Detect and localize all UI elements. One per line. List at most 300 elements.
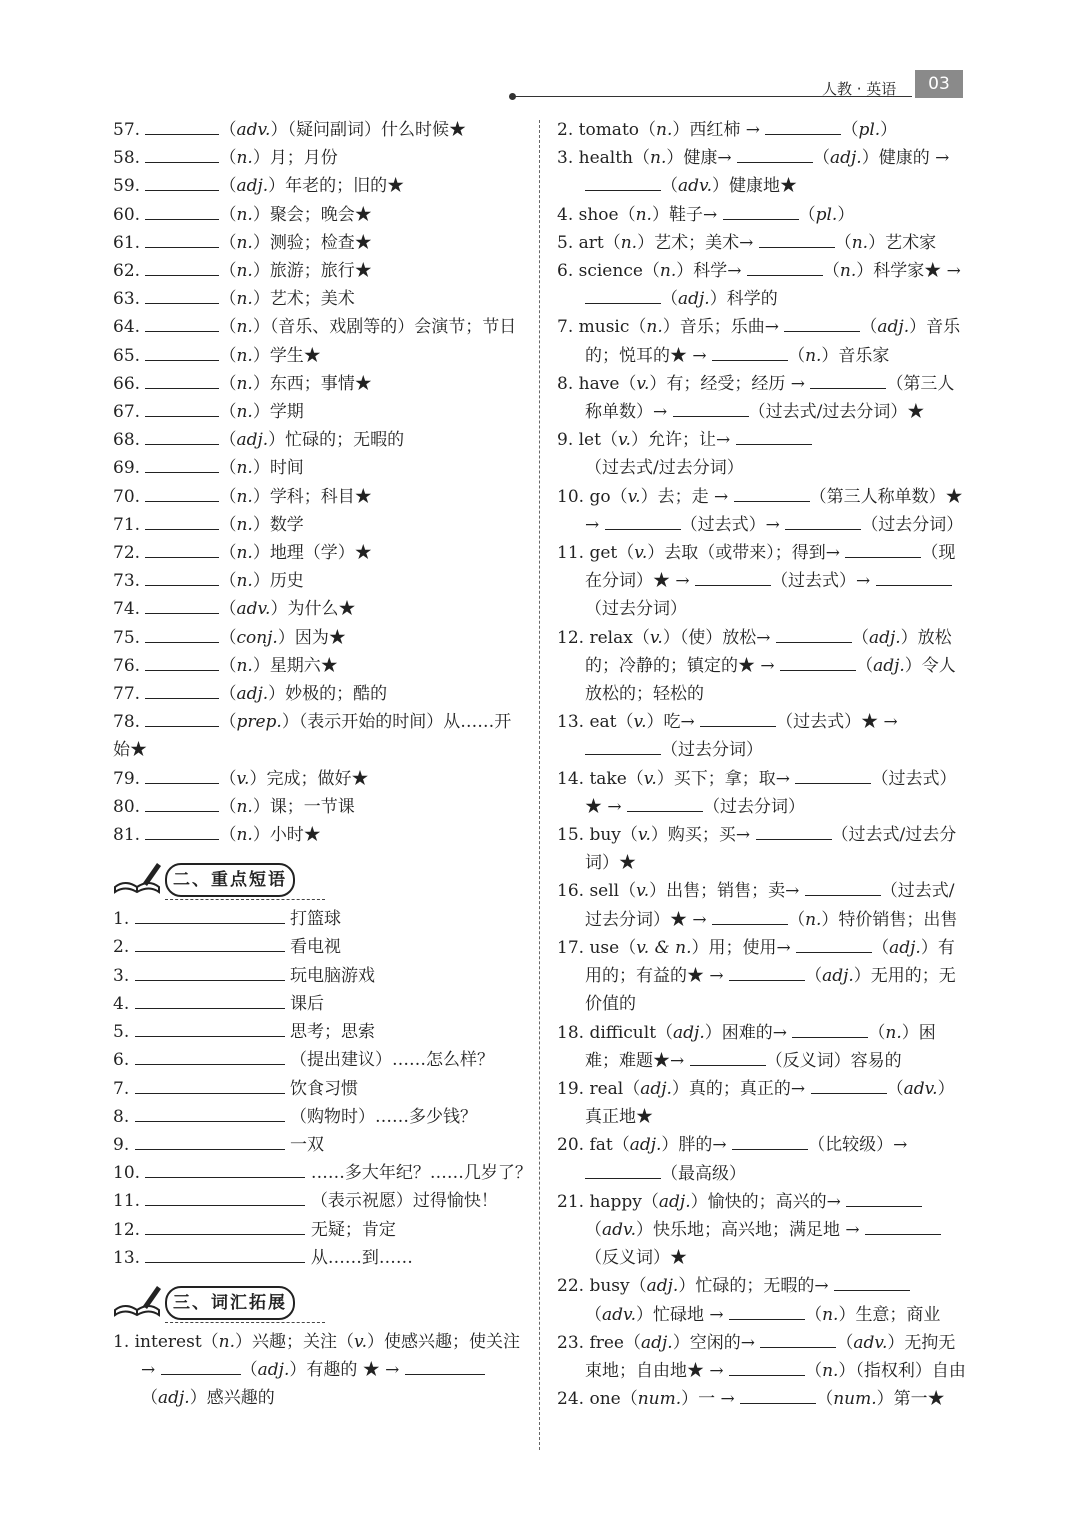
- answer-blank[interactable]: [712, 909, 788, 925]
- answer-blank[interactable]: [810, 373, 886, 389]
- item-number: 81.: [113, 825, 146, 846]
- vocab-item: 74. （adv.）为什么★: [113, 599, 356, 620]
- answer-blank[interactable]: [145, 429, 219, 445]
- section-3-title: 三、词汇拓展: [165, 1286, 295, 1320]
- item-number: 4.: [113, 993, 135, 1014]
- answer-blank[interactable]: [135, 908, 285, 924]
- item-number: 2.: [113, 937, 135, 958]
- word-family-item: [557, 1019, 967, 1075]
- part-of-speech: n.: [839, 261, 857, 282]
- part-of-speech: n.: [656, 120, 673, 140]
- answer-blank[interactable]: [145, 768, 219, 784]
- column-divider: [539, 120, 540, 1450]
- book-pen-icon: [113, 1284, 163, 1318]
- item-number: 66.: [113, 373, 146, 394]
- word-family-item: 1. interest（n.）兴趣；关注（v.）使感兴趣；使关注 → （adj.）有趣的 ★ → （adj.）感兴趣的: [113, 1331, 521, 1409]
- meaning: 东西；事情★: [269, 373, 372, 394]
- meaning: 为什么★: [287, 599, 356, 620]
- item-number: 77.: [113, 684, 146, 705]
- part-of-speech: n.: [236, 571, 253, 592]
- phrase-meaning: （表示祝愿）过得愉快！: [310, 1191, 498, 1212]
- answer-blank[interactable]: [736, 429, 812, 445]
- answer-blank[interactable]: [627, 796, 703, 812]
- part-of-speech: adv.: [236, 120, 271, 140]
- answer-blank[interactable]: [145, 457, 219, 473]
- meaning: 小时★: [269, 825, 321, 846]
- part-of-speech: n.: [236, 373, 253, 394]
- word-family-item: [557, 229, 967, 257]
- answer-blank[interactable]: [145, 1247, 305, 1263]
- part-of-speech: v. & n.: [636, 937, 692, 958]
- phrase-meaning: 从……到……: [310, 1247, 413, 1268]
- vocab-item: 75. （conj.）因为★: [113, 627, 346, 648]
- part-of-speech: n.: [635, 204, 652, 225]
- part-of-speech: v.: [236, 768, 250, 789]
- answer-blank[interactable]: [135, 1049, 285, 1065]
- item-text: difficult（adj.）困难的→ （n.）困难；难题★→ （反义词）容易的: [585, 1022, 936, 1071]
- part-of-speech: adv.: [602, 1304, 637, 1325]
- page-number: 03: [915, 70, 963, 98]
- phrase-meaning: （提出建议）……怎么样？: [290, 1050, 495, 1071]
- part-of-speech: v.: [633, 712, 647, 733]
- part-of-speech: v.: [627, 486, 641, 507]
- meaning: 历史: [269, 571, 304, 592]
- word-family-item: [557, 1188, 967, 1273]
- answer-blank[interactable]: [145, 345, 219, 361]
- vocab-item: 60. （n.）聚会；晚会★: [113, 204, 372, 225]
- vocab-item: 63. （n.）艺术；美术: [113, 289, 355, 310]
- part-of-speech: n.: [650, 148, 667, 169]
- part-of-speech: adv.: [236, 599, 271, 620]
- item-number: 15.: [557, 825, 590, 846]
- phrase-item: [113, 1131, 523, 1159]
- answer-blank[interactable]: [776, 627, 852, 643]
- item-number: 63.: [113, 289, 146, 310]
- item-text: free（adj.）空闲的→ （adv.）无拘无束地；自由地★ → （n.）（指权利）自由: [585, 1332, 966, 1381]
- answer-blank[interactable]: [737, 147, 813, 163]
- answer-blank[interactable]: [145, 711, 219, 727]
- meaning: 学生★: [269, 345, 321, 366]
- answer-blank[interactable]: [756, 824, 832, 840]
- word-family-item: [557, 765, 967, 821]
- item-number: 72.: [113, 543, 146, 564]
- answer-blank[interactable]: [145, 232, 219, 248]
- item-number: 7.: [113, 1078, 135, 1099]
- item-number: 12.: [557, 627, 590, 648]
- answer-blank[interactable]: [765, 119, 841, 135]
- item-number: 78.: [113, 712, 146, 733]
- meaning: 妙极的；酷的: [285, 684, 388, 705]
- item-text: health（n.）健康→ （adj.）健康的 → （adv.）健康地★: [578, 148, 950, 197]
- answer-blank[interactable]: [700, 711, 776, 727]
- item-text: art（n.）艺术；美术→ （n.）艺术家: [578, 232, 937, 253]
- item-text: let（v.）允许；让→ （过去式/过去分词）: [579, 430, 812, 478]
- item-number: 10.: [113, 1163, 146, 1184]
- answer-blank[interactable]: [145, 260, 219, 276]
- phrase-meaning: 玩电脑游戏: [290, 965, 376, 986]
- answer-blank[interactable]: [784, 316, 860, 332]
- answer-blank[interactable]: [605, 514, 681, 530]
- item-number: 65.: [113, 345, 146, 366]
- part-of-speech: adj.: [641, 1332, 673, 1353]
- item-number: 10.: [557, 486, 590, 507]
- phrase-item: [113, 1075, 523, 1103]
- phrase-list: [113, 905, 532, 1272]
- answer-blank[interactable]: [145, 598, 219, 614]
- section-2-underline: [165, 899, 325, 900]
- answer-blank[interactable]: [811, 1078, 887, 1094]
- item-number: 13.: [557, 712, 590, 733]
- item-number: 64.: [113, 317, 146, 338]
- word-family-item: [557, 1272, 967, 1328]
- answer-blank[interactable]: [760, 1332, 836, 1348]
- part-of-speech: adj.: [873, 655, 905, 676]
- part-of-speech: n.: [236, 514, 253, 535]
- item-number: 24.: [557, 1389, 590, 1410]
- part-of-speech: n.: [236, 825, 253, 846]
- header-title: 人教 · 英语: [822, 80, 897, 98]
- part-of-speech: n.: [805, 345, 822, 366]
- answer-blank[interactable]: [759, 232, 835, 248]
- answer-blank[interactable]: [145, 1190, 305, 1206]
- meaning: 聚会；晚会★: [269, 204, 372, 225]
- section-2-header: [113, 859, 523, 903]
- word-family-item: [557, 539, 967, 624]
- answer-blank[interactable]: [834, 1275, 910, 1291]
- answer-blank[interactable]: [729, 965, 805, 981]
- item-number: 9.: [557, 430, 579, 451]
- word-family-item: [557, 1385, 967, 1413]
- meaning: 旅游；旅行★: [269, 261, 372, 282]
- word-family-item: [557, 1131, 967, 1187]
- vocab-item: 81. （n.）小时★: [113, 825, 321, 846]
- meaning: 数学: [269, 514, 304, 535]
- vocab-item: 64. （n.）（音乐、戏剧等的）会演节；节日: [113, 317, 517, 338]
- part-of-speech: n.: [236, 458, 253, 479]
- answer-blank[interactable]: [145, 1219, 305, 1235]
- word-family-list: [557, 116, 967, 1413]
- answer-blank[interactable]: [690, 1050, 766, 1066]
- phrase-meaning: ……多大年纪？……几岁了？: [310, 1163, 532, 1184]
- item-number: 6.: [557, 261, 579, 282]
- part-of-speech: n.: [236, 543, 253, 564]
- item-text: get（v.）去取（或带来）；得到→ （现在分词）★ → （过去式）→ （过去分词）: [585, 543, 956, 620]
- part-of-speech: n.: [236, 148, 253, 169]
- vocab-item: 73. （n.）历史: [113, 571, 304, 592]
- item-number: 8.: [557, 373, 579, 394]
- answer-blank[interactable]: [796, 937, 872, 953]
- answer-blank[interactable]: [740, 1388, 816, 1404]
- vocab-item: 71. （n.）数学: [113, 514, 304, 535]
- answer-blank[interactable]: [723, 204, 799, 220]
- part-of-speech: adj.: [868, 627, 901, 648]
- part-of-speech: adj.: [822, 966, 854, 987]
- item-number: 58.: [113, 148, 146, 169]
- part-of-speech: v.: [643, 768, 657, 789]
- item-number: 6.: [113, 1050, 135, 1071]
- answer-blank[interactable]: [695, 570, 771, 586]
- item-number: 9.: [113, 1134, 135, 1155]
- part-of-speech: n.: [851, 232, 869, 253]
- phrase-meaning: 课后: [290, 993, 325, 1014]
- phrase-item: [113, 1046, 523, 1074]
- answer-blank[interactable]: [135, 965, 285, 981]
- book-pen-icon: [113, 861, 163, 895]
- part-of-speech: n.: [236, 261, 253, 282]
- answer-blank[interactable]: [405, 1359, 485, 1375]
- answer-blank[interactable]: [845, 542, 921, 558]
- part-of-speech: adj.: [889, 937, 921, 958]
- part-of-speech: adj.: [236, 430, 269, 451]
- item-number: 22.: [557, 1276, 590, 1297]
- phrase-item: [113, 905, 523, 933]
- answer-blank[interactable]: [729, 1360, 805, 1376]
- part-of-speech: n.: [620, 232, 638, 253]
- vocab-item: 76. （n.）星期六★: [113, 655, 338, 676]
- answer-blank[interactable]: [145, 542, 219, 558]
- part-of-speech: v.: [617, 430, 631, 451]
- phrase-meaning: 一双: [290, 1134, 325, 1155]
- answer-blank[interactable]: [792, 1022, 868, 1038]
- item-number: 75.: [113, 627, 146, 648]
- phrase-item: [113, 1159, 532, 1187]
- item-number: 69.: [113, 458, 146, 479]
- meaning: （音乐、戏剧等的）会演节；节日: [269, 317, 517, 338]
- part-of-speech: adj.: [673, 1022, 705, 1043]
- answer-blank[interactable]: [145, 824, 219, 840]
- part-of-speech: n.: [659, 261, 677, 282]
- vocab-item: 66. （n.）东西；事情★: [113, 373, 372, 394]
- item-number: 8.: [113, 1106, 135, 1127]
- answer-blank[interactable]: [846, 1191, 922, 1207]
- phrase-item: [113, 1187, 523, 1215]
- answer-blank[interactable]: [135, 1021, 285, 1037]
- answer-blank[interactable]: [145, 796, 219, 812]
- answer-blank[interactable]: [145, 514, 219, 530]
- item-number: 3.: [557, 148, 579, 169]
- item-number: 79.: [113, 768, 146, 789]
- answer-blank[interactable]: [805, 880, 881, 896]
- answer-blank[interactable]: [145, 401, 219, 417]
- item-number: 14.: [557, 768, 590, 789]
- item-text: fat（adj.）胖的→ （比较级）→ （最高级）: [585, 1135, 907, 1183]
- word-family-item: [557, 1329, 967, 1385]
- part-of-speech: adj.: [236, 176, 269, 197]
- item-number: 11.: [113, 1191, 146, 1212]
- phrase-meaning: 打篮球: [290, 909, 342, 930]
- item-number: 57.: [113, 120, 146, 140]
- meaning: 忙碌的；无暇的: [285, 430, 405, 451]
- phrase-meaning: 看电视: [290, 937, 342, 958]
- item-number: 16.: [557, 881, 590, 902]
- part-of-speech: v.: [636, 881, 650, 902]
- part-of-speech: n.: [236, 402, 253, 423]
- answer-blank[interactable]: [145, 147, 219, 163]
- part-of-speech: adv.: [678, 176, 713, 197]
- item-number: 74.: [113, 599, 146, 620]
- answer-blank[interactable]: [135, 1106, 285, 1122]
- item-number: 20.: [557, 1135, 590, 1156]
- answer-blank[interactable]: [145, 373, 219, 389]
- item-number: 11.: [557, 543, 590, 564]
- word-family-item: [557, 257, 967, 313]
- answer-blank[interactable]: [729, 1304, 805, 1320]
- part-of-speech: n.: [885, 1022, 902, 1043]
- item-number: 5.: [113, 1022, 135, 1043]
- item-number: 4.: [557, 204, 579, 225]
- meaning: （表示开始的时间）从……开始★: [113, 712, 512, 761]
- answer-blank[interactable]: [135, 1078, 285, 1094]
- item-text: science（n.）科学→ （n.）科学家★ → （adj.）科学的: [578, 261, 961, 310]
- item-number: 73.: [113, 571, 146, 592]
- phrase-item: [113, 1018, 523, 1046]
- meaning: 学期: [269, 402, 304, 423]
- vocab-item: 67. （n.）学期: [113, 402, 304, 423]
- page-header: [0, 0, 1080, 110]
- meaning: 地理（学）★: [269, 543, 372, 564]
- phrase-meaning: 饮食习惯: [290, 1078, 359, 1099]
- part-of-speech: adj.: [678, 289, 710, 310]
- answer-blank[interactable]: [673, 401, 749, 417]
- answer-blank[interactable]: [585, 175, 661, 191]
- answer-blank[interactable]: [795, 768, 871, 784]
- vocab-item: 57. （adv.）（疑问副词）什么时候★: [113, 120, 466, 140]
- part-of-speech: n.: [236, 232, 253, 253]
- answer-blank[interactable]: [876, 570, 952, 586]
- part-of-speech: adv.: [903, 1078, 938, 1099]
- part-of-speech: n.: [822, 1304, 839, 1325]
- section-2-title: 二、重点短语: [165, 863, 295, 897]
- part-of-speech: num.: [637, 1389, 682, 1410]
- word-family-item: [557, 821, 967, 877]
- answer-blank[interactable]: [145, 175, 219, 191]
- answer-blank[interactable]: [732, 1134, 808, 1150]
- item-number: 62.: [113, 261, 146, 282]
- item-text: relax（v.）（使）放松→ （adj.）放松的；冷静的；镇定的★ → （adj.）令人放松的；轻松的: [585, 627, 956, 705]
- item-text: one（num.）一 → （num.）第一★: [589, 1389, 945, 1410]
- answer-blank[interactable]: [145, 486, 219, 502]
- answer-blank[interactable]: [585, 739, 661, 755]
- phrase-item: [113, 1244, 523, 1272]
- answer-blank[interactable]: [145, 316, 219, 332]
- answer-blank[interactable]: [135, 993, 285, 1009]
- part-of-speech: n.: [805, 909, 822, 930]
- item-number: 61.: [113, 232, 146, 253]
- vocab-list: [113, 116, 523, 849]
- item-number: 67.: [113, 402, 146, 423]
- item-number: 7.: [557, 317, 579, 338]
- item-text: use（v. & n.）用；使用→ （adj.）有用的；有益的★ → （adj.）无用的；无价值的: [585, 937, 956, 1015]
- answer-blank[interactable]: [145, 627, 219, 643]
- answer-blank[interactable]: [135, 1134, 285, 1150]
- phrase-item: [113, 1103, 523, 1131]
- item-number: 80.: [113, 796, 146, 817]
- item-number: 59.: [113, 176, 146, 197]
- part-of-speech: v.: [636, 373, 650, 394]
- vocab-item: 72. （n.）地理（学）★: [113, 543, 372, 564]
- answer-blank[interactable]: [145, 683, 219, 699]
- part-of-speech: n.: [236, 204, 253, 225]
- item-number: 3.: [113, 965, 135, 986]
- answer-blank[interactable]: [135, 936, 285, 952]
- meaning: 课；一节课: [269, 796, 355, 817]
- vocab-item: 65. （n.）学生★: [113, 345, 321, 366]
- word-family-item: [557, 624, 967, 709]
- item-number: 60.: [113, 204, 146, 225]
- part-of-speech: adj.: [640, 1078, 672, 1099]
- item-number: 12.: [113, 1219, 146, 1240]
- word-family-item: [557, 313, 967, 369]
- meaning: 星期六★: [269, 655, 338, 676]
- vocab-item: 68. （adj.）忙碌的；无暇的: [113, 430, 405, 451]
- part-of-speech: adj.: [236, 684, 269, 705]
- item-number: 19.: [557, 1078, 590, 1099]
- item-text: go（v.）去；走 → （第三人称单数）★ → （过去式）→ （过去分词）: [585, 486, 964, 535]
- meaning: 月；月份: [269, 148, 338, 169]
- item-number: 2.: [557, 120, 579, 140]
- answer-blank[interactable]: [161, 1359, 241, 1375]
- meaning: 完成；做好★: [266, 768, 369, 789]
- phrase-item: [113, 990, 523, 1018]
- meaning: 学科；科目★: [269, 486, 372, 507]
- vocab-item: 79. （v.）完成；做好★: [113, 768, 369, 789]
- part-of-speech: prep.: [236, 712, 282, 733]
- word-family-item: [557, 116, 967, 144]
- answer-blank[interactable]: [785, 514, 861, 530]
- answer-blank[interactable]: [780, 655, 856, 671]
- answer-blank[interactable]: [145, 570, 219, 586]
- part-of-speech: v.: [637, 825, 651, 846]
- item-text: tomato（n.）西红柿 → （pl.）: [578, 120, 898, 140]
- phrase-item: [113, 1216, 523, 1244]
- answer-blank[interactable]: [145, 1162, 305, 1178]
- item-text: happy（adj.）愉快的；高兴的→ （adv.）快乐地；高兴地；满足地 → （反义词）★: [585, 1192, 941, 1268]
- vocab-item: 62. （n.）旅游；旅行★: [113, 261, 372, 282]
- answer-blank[interactable]: [145, 119, 219, 135]
- answer-blank[interactable]: [585, 1163, 661, 1179]
- item-number: 5.: [557, 232, 579, 253]
- word-family-item: [557, 370, 967, 426]
- part-of-speech: adv.: [853, 1332, 888, 1353]
- answer-blank[interactable]: [585, 288, 661, 304]
- item-text: music（n.）音乐；乐曲→ （adj.）音乐的；悦耳的★ → （n.）音乐家: [578, 317, 961, 366]
- part-of-speech: v.: [634, 543, 648, 564]
- item-text: have（v.）有；经受；经历 → （第三人称单数）→ （过去式/过去分词）★: [578, 373, 955, 423]
- word-family-item: [557, 877, 967, 933]
- word-family-item: [557, 201, 967, 229]
- meaning: （疑问副词）什么时候★: [287, 120, 466, 140]
- vocab-item: 61. （n.）测验；检查★: [113, 232, 372, 253]
- meaning: 测验；检查★: [269, 232, 372, 253]
- left-column: [113, 116, 532, 1413]
- vocab-item: 80. （n.）课；一节课: [113, 796, 355, 817]
- part-of-speech: n.: [646, 317, 663, 338]
- word-family-item: [557, 1075, 967, 1131]
- answer-blank[interactable]: [747, 260, 823, 276]
- item-number: 71.: [113, 514, 146, 535]
- word-family-item: [557, 483, 967, 539]
- section-3-underline: [165, 1322, 325, 1323]
- answer-blank[interactable]: [145, 204, 219, 220]
- item-number: 23.: [557, 1332, 590, 1353]
- answer-blank[interactable]: [145, 288, 219, 304]
- answer-blank[interactable]: [712, 345, 788, 361]
- word-family-item: [557, 934, 967, 1019]
- item-number: 13.: [113, 1247, 146, 1268]
- answer-blank[interactable]: [145, 655, 219, 671]
- answer-blank[interactable]: [734, 486, 810, 502]
- answer-blank[interactable]: [865, 1219, 941, 1235]
